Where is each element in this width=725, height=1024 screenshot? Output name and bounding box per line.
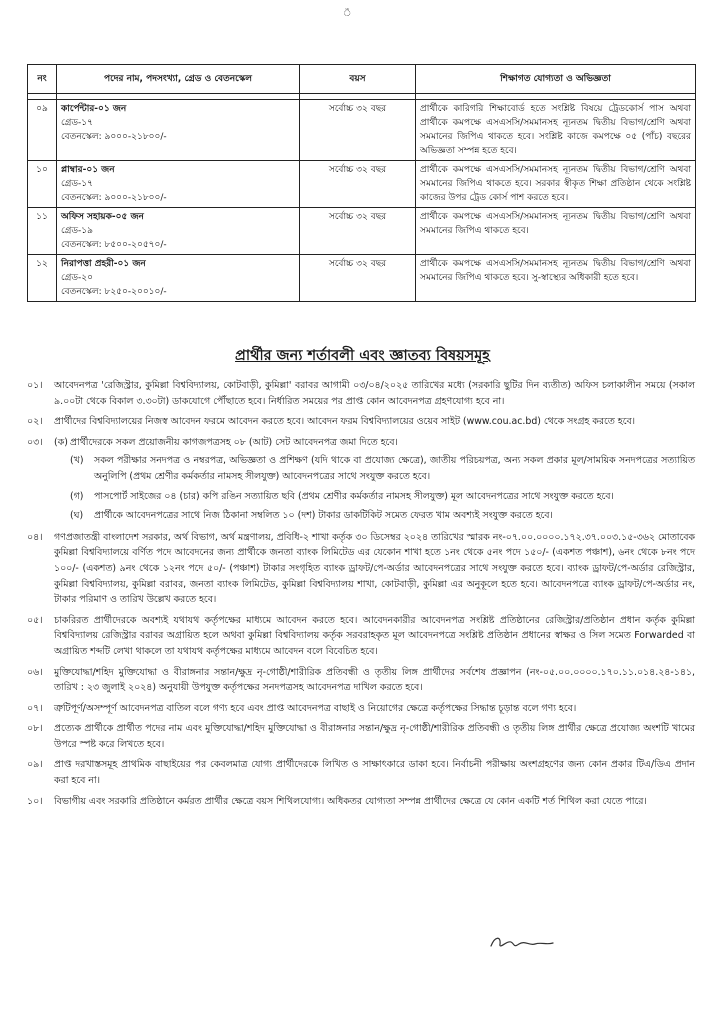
condition-item <box>27 435 695 451</box>
top-mark: ঁ <box>343 9 352 19</box>
post-grade: গ্রেড-১৭ <box>61 179 93 189</box>
col-header-age: বয়স <box>300 65 416 94</box>
col-header-no: নং <box>28 65 57 94</box>
post-age-limit: সর্বোচ্চ ৩২ বছর <box>300 208 416 255</box>
condition-number: ১০। <box>27 795 43 807</box>
subitem-text: প্রার্থীদেরকে সকল প্রয়োজনীয় কাগজপত্রসহ ০৮ (আট) সেট আবেদনপত্র জমা দিতে হবে। <box>70 436 398 448</box>
post-title: কার্পেন্টার-০১ জন <box>61 104 127 114</box>
condition-number: ০৭। <box>27 702 43 714</box>
condition-number: ০৩। <box>27 436 43 448</box>
post-number: ১১ <box>28 208 57 255</box>
post-number: ১২ <box>28 255 57 302</box>
condition-number: ০২। <box>27 416 43 428</box>
table-row <box>28 161 696 208</box>
post-grade: গ্রেড-২০ <box>61 273 93 283</box>
condition-number: ০৬। <box>27 666 43 678</box>
condition-item <box>27 414 695 430</box>
condition-subitem <box>54 435 695 451</box>
table-row <box>28 208 696 255</box>
condition-item <box>27 530 695 608</box>
condition-text: প্রত্যেক প্রার্থীকে প্রার্থীত পদের নাম এবং মুক্তিযোদ্ধা/শহিদ মুক্তিযোদ্ধা ও বীরাঙ্গনার সন্তান/ক্ষুদ্র নৃ-গোষ্ঠী/শারীরিক প্রতিবন্ধী ও তৃতীয় লিঙ্গ প্রার্থীর ক্ষেত্রে প্রযোজ্য অংশটি খামের উপরে স্পষ্ট করে লিখতে হবে। <box>54 723 695 750</box>
post-qualification: প্রার্থীকে কমপক্ষে এসএসসি/সমমানসহ ন্যূনতম দ্বিতীয় বিভাগ/শ্রেণি অথবা সমমানের জিপিএ থাকতে হবে। সরকার স্বীকৃত শিক্ষা প্রতিষ্ঠান থেকে সংশ্লিষ্ট কাজের উপর ট্রেড কোর্স পাশ করতে হবে। <box>416 161 696 208</box>
post-grade: গ্রেড-১৯ <box>61 226 93 236</box>
subitem-label: (ক) <box>54 436 68 448</box>
post-pay-scale: বেতনস্কেল: ৯০০০-২১৮০০/- <box>61 132 167 142</box>
post-age-limit: সর্বোচ্চ ৩২ বছর <box>300 100 416 161</box>
post-pay-scale: বেতনস্কেল: ৮২৫০-২০০১০/- <box>61 287 167 297</box>
condition-item <box>27 757 695 788</box>
subitem-label: (খ) <box>70 455 84 467</box>
post-title: নিরাপত্তা প্রহরী-০১ জন <box>61 259 146 269</box>
condition-text: প্রার্থীদের বিশ্ববিদ্যালয়ের নিজস্ব আবেদন ফরমে আবেদন করতে হবে। আবেদন ফরম বিশ্ববিদ্যালয়ের ওয়েব সাইট (www.cou.ac.bd) থেকে সংগ্রহ করতে হবে। <box>54 416 636 428</box>
condition-text: প্রাপ্ত দরখাস্তসমূহ প্রাথমিক বাছাইয়ের পর কেবলমাত্র যোগ্য প্রার্থীদেরকে লিখিত ও সাক্ষাৎকারে ডাকা হবে। নির্বাচনী পরীক্ষায় অংশগ্রহণের জন্য কোন প্রকার টিএ/ডিএ প্রদান করা হবে না। <box>54 759 695 787</box>
post-age-limit: সর্বোচ্চ ৩২ বছর <box>300 161 416 208</box>
post-qualification: প্রার্থীকে কমপক্ষে এসএসসি/সমমানসহ ন্যূনতম দ্বিতীয় বিভাগ/শ্রেণি অথবা সমমানের জিপিএ থাকতে হবে। <box>416 208 696 255</box>
table-row <box>28 255 696 302</box>
condition-text: গণপ্রজাতন্ত্রী বাংলাদেশ সরকার, অর্থ বিভাগ, অর্থ মন্ত্রণালয়, প্রবিধি-২ শাখা কর্তৃক ৩০ ডিসেম্বর ২০২৪ তারিখের স্মারক নং-০৭.০০.০০০০.১৭২.৩৭.০০৩.১৫-৩৬২ মোতাবেক কুমিল্লা বিশ্ববিদ্যালয়ে বর্ণিত পদে আবেদনের জন্য প্রার্থীকে জনতা ব্যাংক লিমিটেড এর যেকোন শাখা হতে ১নং থেকে ৫নং পদে ১৫০/- (একশত পঞ্চাশ), ৬নং থেকে ৮নং পদে ১০০/- (একশত) ৯নং থেকে ১২নং পদে ৫০/- (পঞ্চাশ) টাকার সংগৃহিত ব্যাংক ড্রাফট/পে-অর্ডার আবেদনপত্রের সাথে সংযুক্ত করতে হবে। ব্যাংক ড্রাফট/পে-অর্ডার রেজিস্ট্রার, কুমিল্লা বিশ্ববিদ্যালয়, কুমিল্লা বরাবর, জনতা ব্যাংক লিমিটেড, কুমিল্লা বিশ্ববিদ্যালয় শাখা, কোটবাড়ী, কুমিল্লা এর অনুকূলে হতে হবে। আবেদনপত্রে ব্যাংক ড্রাফট/পে-অর্ডার নং, টাকার পরিমাণ ও তারিখ উল্লেখ করতে হবে। <box>54 531 695 606</box>
subitem-text: সকল পরীক্ষার সনদপত্র ও নম্বরপত্র, অভিজ্ঞতা ও প্রশিক্ষণ (যদি থাকে বা প্রযোজ্য ক্ষেত্রে), জাতীয় পরিচয়পত্র, অন্য সকল প্রকার মূল/সাময়িক সনদপত্রের সত্যায়িত অনুলিপি (প্রথম শ্রেণীর কর্মকর্তার নামসহ সীলযুক্ত) আবেদনপত্রের সাথে সংযুক্ত করতে হবে। <box>94 455 695 482</box>
condition-subitem <box>70 489 695 505</box>
condition-text: বিভাগীয় এবং সরকারি প্রতিষ্ঠানে কর্মরত প্রার্থীর ক্ষেত্রে বয়স শিথিলযোগ্য। অধিকতর যোগ্যতা সম্পন্ন প্রার্থীদের ক্ষেত্রে যে কোন একটি শর্ত শিথিল করা যেতে পারে। <box>54 795 647 807</box>
condition-subitem <box>70 508 695 524</box>
post-pay-scale: বেতনস্কেল: ৯০০০-২১৮০০/- <box>61 193 167 203</box>
condition-text: মুক্তিযোদ্ধা/শহিদ মুক্তিযোদ্ধা ও বীরাঙ্গনার সন্তান/ক্ষুদ্র নৃ-গোষ্ঠী/শারীরিক প্রতিবন্ধী ও তৃতীয় লিঙ্গ প্রার্থীদের সর্বশেষ প্রজ্ঞাপন (নং-০৫.০০.০০০০.১৭০.১১.০১৪.২৪-১৪১, তারিখ : ২৩ জুলাই ২০২৪) অনুযায়ী উপযুক্ত কর্তৃপক্ষের সনদপত্রসহ আবেদনপত্র দাখিল করতে হবে। <box>54 666 695 694</box>
col-header-post: পদের নাম, পদসংখ্যা, গ্রেড ও বেতনস্কেল <box>57 65 300 94</box>
subitem-label: (গ) <box>70 490 84 502</box>
col-header-qualification: শিক্ষাগত যোগ্যতা ও অভিজ্ঞতা <box>416 65 696 94</box>
condition-item <box>27 665 695 696</box>
subitem-text: পাসপোর্ট সাইজের ০৪ (চার) কপি রঙিন সত্যায়িত ছবি (প্রথম শ্রেণীর কর্মকর্তার নামসহ সীলযুক্ত) মূল আবেদনপত্রের সাথে সংযুক্ত করতে হবে। <box>94 490 614 502</box>
condition-number: ০৯। <box>27 759 43 771</box>
condition-text: চাকরিরত প্রার্থীদেরকে অবশ্যই যথাযথ কর্তৃপক্ষের মাধ্যমে আবেদন করতে হবে। আবেদনকারীর আবেদনপত্র সংশ্লিষ্ট প্রতিষ্ঠানের রেজিস্ট্রার/প্রতিষ্ঠান প্রধান কর্তৃক কুমিল্লা বিশ্ববিদ্যালয় রেজিস্ট্রার বরাবর অগ্রায়িত হলে অথবা কুমিল্লা বিশ্ববিদ্যালয় কর্তৃক সরবরাহকৃত মূল আবেদনপত্রে সংশ্লিষ্ট প্রতিষ্ঠান প্রধানের স্বাক্ষর ও সিল সমেত Forwarded বা অগ্রায়িত শব্দটি লেখা থাকলে তা যথাযথ কর্তৃপক্ষের মাধ্যমে আবেদন বলে বিবেচিত হবে। <box>54 614 695 657</box>
condition-text: আবেদনপত্র 'রেজিস্ট্রার, কুমিল্লা বিশ্ববিদ্যালয়, কোটবাড়ী, কুমিল্লা' বরাবর আগামী ০৩/০৪/২০২৫ তারিখের মধ্যে (সরকারি ছুটির দিন ব্যতীত) অফিস চলাকালীন সময়ে (সকাল ৯.০০টা থেকে বিকাল ৩.৩০টা) ডাকযোগে পৌঁছাতে হবে। নির্ধারিত সময়ের পর প্রাপ্ত কোন আবেদনপত্র গ্রহণযোগ্য হবে না। <box>54 380 695 407</box>
post-number: ০৯ <box>28 100 57 161</box>
table-header-row <box>28 65 696 94</box>
post-qualification: প্রার্থীকে কারিগরি শিক্ষাবোর্ড হতে সংশ্লিষ্ট বিষয়ে ট্রেডকোর্স পাস অথবা প্রার্থীকে কমপক্ষে এসএসসি/সমমানসহ ন্যূনতম দ্বিতীয় বিভাগ/শ্রেণি অথবা সমমানের জিপিএ থাকতে হবে। সংশ্লিষ্ট কাজে কমপক্ষে ০৫ (পাঁচ) বছরের অভিজ্ঞতা সম্পন্ন হতে হবে। <box>416 100 696 161</box>
subitem-label: (ঘ) <box>70 510 84 522</box>
condition-number: ০৪। <box>27 531 43 543</box>
post-age-limit: সর্বোচ্চ ৩২ বছর <box>300 255 416 302</box>
condition-item <box>27 794 695 810</box>
condition-item <box>27 701 695 717</box>
post-number: ১০ <box>28 161 57 208</box>
table-row <box>28 100 696 161</box>
conditions-list <box>27 378 695 814</box>
post-details <box>57 255 300 302</box>
condition-item <box>27 721 695 752</box>
condition-item <box>27 613 695 660</box>
post-details <box>57 161 300 208</box>
post-details <box>57 100 300 161</box>
job-posts-table <box>27 64 696 302</box>
condition-number: ০১। <box>27 380 43 391</box>
condition-text: ত্রুটিপূর্ণ/অসম্পূর্ণ আবেদনপত্র বাতিল বলে গণ্য হবে এবং প্রাপ্ত আবেদনপত্র বাছাই ও নিয়োগের ক্ষেত্রে কর্তৃপক্ষের সিদ্ধান্ত চূড়ান্ত বলে গণ্য হবে। <box>54 702 577 714</box>
post-pay-scale: বেতনস্কেল: ৮৫০০-২০৫৭০/- <box>61 240 167 250</box>
subitem-text: প্রার্থীকে আবেদনপত্রের সাথে নিজ ঠিকানা সম্বলিত ১০ (দশ) টাকার ডাকটিকিট সমেত ফেরত খাম অবশ্যই সংযুক্ত করতে হবে। <box>94 510 553 522</box>
post-title: প্লাম্বার-০১ জন <box>61 165 115 175</box>
condition-subitem <box>70 453 695 484</box>
post-grade: গ্রেড-১৭ <box>61 118 93 128</box>
post-title: অফিস সহায়ক-০৫ জন <box>61 212 144 222</box>
conditions-heading: প্রার্থীর জন্য শর্তাবলী এবং জ্ঞাতব্য বিষয়সমূহ <box>235 348 490 364</box>
condition-number: ০৫। <box>27 614 43 626</box>
post-details <box>57 208 300 255</box>
condition-number: ০৮। <box>27 723 43 735</box>
condition-item <box>27 378 695 409</box>
post-qualification: প্রার্থীকে কমপক্ষে এসএসসি/সমমানসহ ন্যূনতম দ্বিতীয় বিভাগ/শ্রেণি অথবা সমমানের জিপিএ থাকতে হবে। সু-স্বাস্থ্যের অধিকারী হতে হবে। <box>416 255 696 302</box>
signature-mark <box>487 930 557 954</box>
